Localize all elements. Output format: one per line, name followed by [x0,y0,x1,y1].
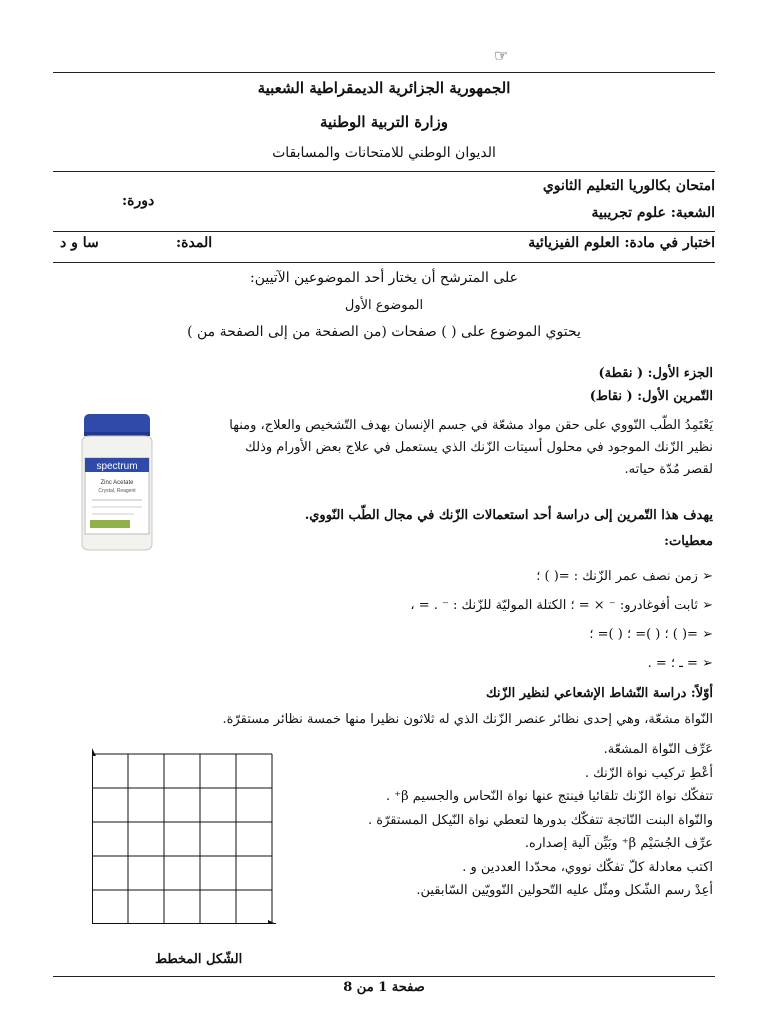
page-number: صفحة 1 من 8 [343,980,425,995]
data-item: ➢ زمن نصف عمر الزّنك : =( ) ؛ [536,569,713,584]
intro-line-2: نظير الزّنك الموجود في محلول أسيتات الزّنك الذي يستعمل في علاج بعض الأورام وذلك [245,440,713,455]
intro-line-3: لقصر مُدّة حياته. [624,462,713,477]
nz-diagram-grid [92,748,276,924]
question-5: عرِّف الجُسَيْم β⁺ وبَيِّن آلية إصداره. [524,836,713,851]
question-7: أعِدْ رسم الشّكل ومثّل عليه التّحولين النّوويّين السّابقين. [416,883,713,898]
exam-title: امتحان بكالوريا التعليم الثانوي [542,178,715,194]
bottle-product: Zinc Acetate [100,480,134,486]
subject-label: اختبار في مادة: العلوم الفيزيائية [528,235,715,251]
duration-label: المدة: [176,235,213,251]
republic-title: الجمهورية الجزائرية الديمقراطية الشعبية [257,79,511,97]
ministry-title: وزارة التربية الوطنية [319,113,448,131]
bottle-subtitle: Crystal, Reagent [98,488,136,494]
data-title: معطيات: [664,534,713,549]
data-item: ➢ =( ) ؛ ( )= ؛ ( )= ؛ [589,627,713,642]
questions-list [283,738,713,903]
divider-subject [53,262,715,263]
divider-header [53,171,715,172]
question-6: اكتب معادلة كلّ تفكّك نووي، محدّدا العددين و . [462,859,713,875]
question-3: تتفكّك نواة الزّنك تلقائيا فينتج عنها نواة النّحاس والجسيم β⁺ . [385,789,713,804]
exercise1-title: التّمرين الأول: ( نقاط) [589,389,713,404]
pages-info: يحتوي الموضوع على ( ) صفحات (من الصفحة من إلى الصفحة من ) [187,324,581,340]
topic-title: الموضوع الأول [344,298,424,313]
branch-label: الشعبة: علوم تجريبية [591,205,715,221]
figure-caption: الشّكل المخطط [155,952,243,967]
section1-title: أوّلاً: دراسة النّشاط الإشعاعي لنظير الزّنك [485,686,713,701]
intro-line-1: يَعْتَمِدُ الطّب النّووي على حقن مواد مشعّة في جسم الإنسان بهدف التّشخيص والعلاج، ومنها [229,418,713,433]
bullet-arrow-icon: ➢ [702,627,713,642]
duration-units: سا و د [60,235,99,251]
office-title: الديوان الوطني للامتحانات والمسابقات [272,145,496,161]
question-4: والنّواة البنت النّاتجة تتفكّك بدورها لتعطي نواة النّيكل المستقرّة . [368,812,713,828]
data-list [153,562,713,678]
section1-intro: النّواة مشعّة، وهي إحدى نظائر عنصر الزّنك الذي له ثلاثون نظيرا منها خمسة نظائر مستقرّة. [222,712,713,727]
data-item: ➢ = ـ ؛ = . [647,656,713,671]
bullet-arrow-icon: ➢ [702,569,713,584]
divider-exam [53,231,715,232]
pointing-hand-icon: ☞ [494,46,509,65]
divider-footer [53,976,715,977]
question-2: أعْطِ تركيب نواة الزّنك . [584,765,713,781]
bullet-arrow-icon: ➢ [702,598,713,613]
data-item: ➢ ثابت أفوغادرو: ⁻ × = ؛ الكتلة الموليّة للزّنك : ⁻ . = ، [410,598,713,613]
bullet-arrow-icon: ➢ [702,656,713,671]
session-label: دورة: [122,193,155,209]
divider-top [53,72,715,73]
bottle-brand: spectrum [96,461,138,472]
zinc-acetate-bottle-image [76,412,158,552]
choose-instruction: على المترشح أن يختار أحد الموضوعين الآتيين: [249,270,518,286]
part1-title: الجزء الأول: ( نقطة) [598,366,713,381]
question-1: عَرِّف النّواة المشعّة. [603,742,713,757]
intro-paragraph [173,415,713,481]
exercise-goal: يهدف هذا التّمرين إلى دراسة أحد استعمالات الزّنك في مجال الطّب النّووي. [304,508,713,523]
